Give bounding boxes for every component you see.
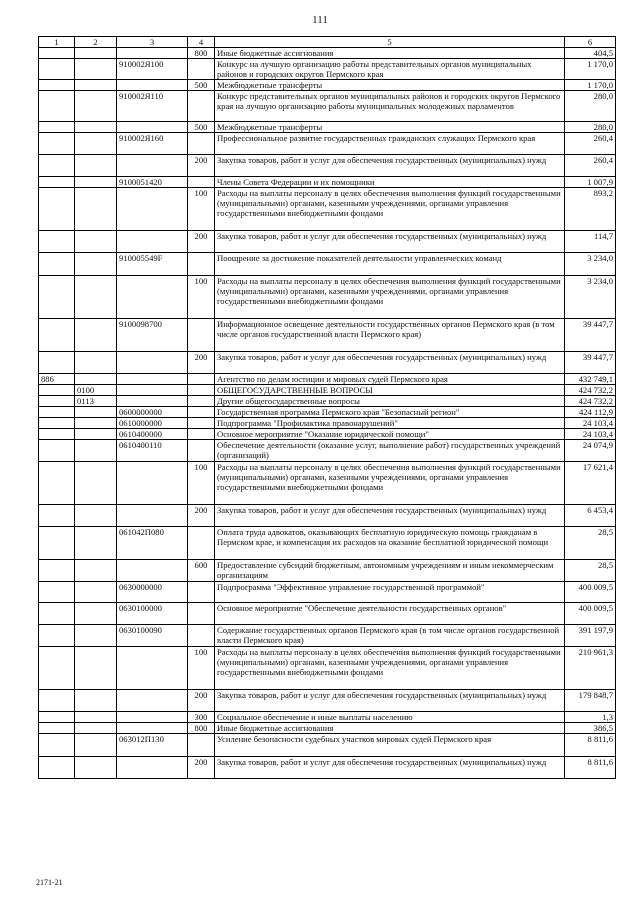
section-code-cell	[75, 374, 117, 385]
ministry-code-cell	[39, 177, 75, 188]
table-row	[39, 231, 616, 253]
description-cell: Подпрограмма "Эффективное управление государственной программой"	[215, 582, 565, 603]
target-article-cell	[117, 757, 188, 779]
expense-type-cell	[188, 407, 215, 418]
expense-type-cell	[188, 429, 215, 440]
description-cell: Расходы на выплаты персоналу в целях обеспечения выполнения функций государственными (муниципальными) органами, казенными учреждениями, органами управления государственными внебюджетными фондами	[215, 462, 565, 505]
description-cell: Закупка товаров, работ и услуг для обеспечения государственных (муниципальных) нужд	[215, 231, 565, 253]
section-code-cell	[75, 723, 117, 734]
description-cell: Оплата труда адвокатов, оказывающих бесплатную юридическую помощь гражданам в Пермском крае, и компенсация их расходов на оказание бесплатной юридической помощи	[215, 527, 565, 560]
ministry-code-cell	[39, 647, 75, 690]
expense-type-cell	[188, 734, 215, 757]
expense-type-cell	[188, 385, 215, 396]
section-code-cell	[75, 177, 117, 188]
target-article-cell	[117, 560, 188, 582]
amount-cell: 8 811,6	[565, 757, 616, 779]
section-code-cell	[75, 122, 117, 133]
amount-cell: 24 074,9	[565, 440, 616, 462]
table-row	[39, 80, 616, 91]
target-article-cell	[117, 122, 188, 133]
ministry-code-cell	[39, 80, 75, 91]
expense-type-cell	[188, 177, 215, 188]
expense-type-cell	[188, 418, 215, 429]
table-row	[39, 647, 616, 690]
table-row	[39, 582, 616, 603]
description-cell: Иные бюджетные ассигнования	[215, 723, 565, 734]
expense-type-cell	[188, 91, 215, 122]
section-code-cell	[75, 734, 117, 757]
ministry-code-cell	[39, 582, 75, 603]
description-cell: Агентство по делам юстиции и мировых судей Пермского края	[215, 374, 565, 385]
expense-type-cell: 300	[188, 712, 215, 723]
section-code-cell	[75, 418, 117, 429]
description-cell: Конкурс на лучшую организацию работы представительных органов муниципальных районов и городских округов Пермского края	[215, 59, 565, 80]
target-article-cell	[117, 231, 188, 253]
section-code-cell	[75, 429, 117, 440]
target-article-cell	[117, 155, 188, 177]
table-row	[39, 374, 616, 385]
expense-type-cell: 100	[188, 647, 215, 690]
section-code-cell	[75, 560, 117, 582]
amount-cell: 400 009,5	[565, 582, 616, 603]
amount-cell: 17 621,4	[565, 462, 616, 505]
expense-type-cell	[188, 396, 215, 407]
target-article-cell	[117, 276, 188, 319]
document-code: 2171-21	[36, 878, 63, 887]
table-row	[39, 625, 616, 647]
expense-type-cell: 200	[188, 155, 215, 177]
section-code-cell	[75, 91, 117, 122]
target-article-cell: 0600000000	[117, 407, 188, 418]
description-cell: ОБЩЕГОСУДАРСТВЕННЫЕ ВОПРОСЫ	[215, 385, 565, 396]
section-code-cell	[75, 319, 117, 352]
amount-cell: 424 732,2	[565, 385, 616, 396]
amount-cell: 1 170,0	[565, 59, 616, 80]
expense-type-cell: 200	[188, 757, 215, 779]
table-row	[39, 91, 616, 122]
budget-table	[38, 36, 616, 779]
target-article-cell	[117, 462, 188, 505]
header-cell: 1	[39, 37, 75, 48]
section-code-cell	[75, 276, 117, 319]
header-cell: 5	[215, 37, 565, 48]
ministry-code-cell	[39, 603, 75, 625]
ministry-code-cell	[39, 155, 75, 177]
section-code-cell	[75, 253, 117, 276]
description-cell: Основное мероприятие "Оказание юридической помощи"	[215, 429, 565, 440]
ministry-code-cell	[39, 527, 75, 560]
amount-cell: 280,0	[565, 122, 616, 133]
ministry-code-cell	[39, 625, 75, 647]
target-article-cell: 063012П130	[117, 734, 188, 757]
table-row	[39, 462, 616, 505]
amount-cell: 260,4	[565, 155, 616, 177]
target-article-cell	[117, 690, 188, 712]
section-code-cell	[75, 59, 117, 80]
expense-type-cell	[188, 440, 215, 462]
amount-cell: 893,2	[565, 188, 616, 231]
description-cell: Основное мероприятие "Обеспечение деятельности государственных органов"	[215, 603, 565, 625]
ministry-code-cell	[39, 462, 75, 505]
description-cell: Предоставление субсидий бюджетным, автономным учреждениям и иным некоммерческим организациям	[215, 560, 565, 582]
amount-cell: 8 811,6	[565, 734, 616, 757]
expense-type-cell: 200	[188, 505, 215, 527]
target-article-cell	[117, 647, 188, 690]
expense-type-cell	[188, 625, 215, 647]
section-code-cell	[75, 188, 117, 231]
table-row	[39, 734, 616, 757]
amount-cell: 1,3	[565, 712, 616, 723]
table-row	[39, 560, 616, 582]
amount-cell: 404,5	[565, 48, 616, 59]
ministry-code-cell	[39, 59, 75, 80]
target-article-cell: 0610400000	[117, 429, 188, 440]
description-cell: Усиление безопасности судебных участков мировых судей Пермского края	[215, 734, 565, 757]
ministry-code-cell	[39, 505, 75, 527]
section-code-cell: 0113	[75, 396, 117, 407]
ministry-code-cell	[39, 91, 75, 122]
section-code-cell	[75, 231, 117, 253]
expense-type-cell	[188, 59, 215, 80]
amount-cell: 424 732,2	[565, 396, 616, 407]
target-article-cell: 910002Я100	[117, 59, 188, 80]
amount-cell: 28,5	[565, 527, 616, 560]
target-article-cell	[117, 188, 188, 231]
section-code-cell	[75, 440, 117, 462]
ministry-code-cell	[39, 429, 75, 440]
amount-cell: 179 848,7	[565, 690, 616, 712]
description-cell: Иные бюджетные ассигнования	[215, 48, 565, 59]
table-row	[39, 418, 616, 429]
table-row	[39, 723, 616, 734]
expense-type-cell: 800	[188, 723, 215, 734]
amount-cell: 24 103,4	[565, 429, 616, 440]
table-row	[39, 440, 616, 462]
target-article-cell	[117, 385, 188, 396]
header-cell: 3	[117, 37, 188, 48]
section-code-cell	[75, 48, 117, 59]
ministry-code-cell	[39, 690, 75, 712]
table-row	[39, 407, 616, 418]
amount-cell: 400 009,5	[565, 603, 616, 625]
page-number: 111	[312, 14, 328, 26]
section-code-cell	[75, 603, 117, 625]
amount-cell: 28,5	[565, 560, 616, 582]
table-row	[39, 253, 616, 276]
section-code-cell	[75, 712, 117, 723]
target-article-cell	[117, 505, 188, 527]
ministry-code-cell	[39, 231, 75, 253]
table-row	[39, 276, 616, 319]
section-code-cell	[75, 155, 117, 177]
amount-cell: 3 234,0	[565, 276, 616, 319]
description-cell: Межбюджетные трансферты	[215, 122, 565, 133]
description-cell: Расходы на выплаты персоналу в целях обеспечения выполнения функций государственными (муниципальными) органами, казенными учреждениями, органами управления государственными внебюджетными фондами	[215, 188, 565, 231]
table-row	[39, 319, 616, 352]
amount-cell: 424 112,9	[565, 407, 616, 418]
target-article-cell	[117, 712, 188, 723]
table-row	[39, 429, 616, 440]
table-row	[39, 690, 616, 712]
description-cell: Социальное обеспечение и иные выплаты населению	[215, 712, 565, 723]
expense-type-cell: 500	[188, 122, 215, 133]
header-cell: 4	[188, 37, 215, 48]
expense-type-cell: 200	[188, 352, 215, 374]
ministry-code-cell	[39, 188, 75, 231]
table-row	[39, 59, 616, 80]
expense-type-cell	[188, 603, 215, 625]
ministry-code-cell	[39, 418, 75, 429]
target-article-cell	[117, 374, 188, 385]
target-article-cell	[117, 723, 188, 734]
ministry-code-cell	[39, 440, 75, 462]
description-cell: Закупка товаров, работ и услуг для обеспечения государственных (муниципальных) нужд	[215, 505, 565, 527]
ministry-code-cell	[39, 352, 75, 374]
ministry-code-cell	[39, 734, 75, 757]
description-cell: Профессиональное развитие государственных гражданских служащих Пермского края	[215, 133, 565, 155]
target-article-cell: 910005549F	[117, 253, 188, 276]
expense-type-cell: 100	[188, 276, 215, 319]
expense-type-cell	[188, 374, 215, 385]
section-code-cell	[75, 80, 117, 91]
table-row	[39, 122, 616, 133]
amount-cell: 39 447,7	[565, 352, 616, 374]
section-code-cell	[75, 527, 117, 560]
amount-cell: 24 103,4	[565, 418, 616, 429]
table-row	[39, 352, 616, 374]
target-article-cell: 0610400110	[117, 440, 188, 462]
target-article-cell: 910002Я110	[117, 91, 188, 122]
table-row	[39, 757, 616, 779]
expense-type-cell: 600	[188, 560, 215, 582]
target-article-cell	[117, 80, 188, 91]
description-cell: Закупка товаров, работ и услуг для обеспечения государственных (муниципальных) нужд	[215, 690, 565, 712]
ministry-code-cell	[39, 253, 75, 276]
section-code-cell	[75, 505, 117, 527]
target-article-cell	[117, 396, 188, 407]
description-cell: Информационное освещение деятельности государственных органов Пермского края (в том числе органов государственной власти Пермского края)	[215, 319, 565, 352]
table-row	[39, 188, 616, 231]
expense-type-cell: 100	[188, 462, 215, 505]
ministry-code-cell	[39, 396, 75, 407]
amount-cell: 280,0	[565, 91, 616, 122]
target-article-cell: 9100098700	[117, 319, 188, 352]
description-cell: Закупка товаров, работ и услуг для обеспечения государственных (муниципальных) нужд	[215, 352, 565, 374]
section-code-cell	[75, 407, 117, 418]
target-article-cell: 0630100000	[117, 603, 188, 625]
ministry-code-cell	[39, 723, 75, 734]
ministry-code-cell	[39, 385, 75, 396]
target-article-cell: 0630000000	[117, 582, 188, 603]
ministry-code-cell	[39, 712, 75, 723]
table-row	[39, 177, 616, 188]
description-cell: Государственная программа Пермского края "Безопасный регион"	[215, 407, 565, 418]
expense-type-cell: 200	[188, 231, 215, 253]
section-code-cell	[75, 462, 117, 505]
section-code-cell	[75, 690, 117, 712]
expense-type-cell	[188, 253, 215, 276]
expense-type-cell	[188, 133, 215, 155]
description-cell: Межбюджетные трансферты	[215, 80, 565, 91]
target-article-cell: 0630100090	[117, 625, 188, 647]
header-cell: 2	[75, 37, 117, 48]
description-cell: Обеспечение деятельности (оказание услуг, выполнение работ) государственных учреждений (организаций)	[215, 440, 565, 462]
section-code-cell	[75, 133, 117, 155]
description-cell: Подпрограмма "Профилактика правонарушений"	[215, 418, 565, 429]
target-article-cell: 9100051420	[117, 177, 188, 188]
description-cell: Закупка товаров, работ и услуг для обеспечения государственных (муниципальных) нужд	[215, 757, 565, 779]
table-row	[39, 505, 616, 527]
amount-cell: 260,4	[565, 133, 616, 155]
table-row	[39, 527, 616, 560]
target-article-cell: 061042П080	[117, 527, 188, 560]
expense-type-cell	[188, 319, 215, 352]
description-cell: Расходы на выплаты персоналу в целях обеспечения выполнения функций государственными (муниципальными) органами, казенными учреждениями, органами управления государственными внебюджетными фондами	[215, 647, 565, 690]
target-article-cell	[117, 48, 188, 59]
ministry-code-cell	[39, 276, 75, 319]
ministry-code-cell	[39, 757, 75, 779]
amount-cell: 391 197,9	[565, 625, 616, 647]
target-article-cell: 910002Я160	[117, 133, 188, 155]
table-row	[39, 133, 616, 155]
description-cell: Поощрение за достижение показателей деятельности управленческих команд	[215, 253, 565, 276]
expense-type-cell: 100	[188, 188, 215, 231]
table-row	[39, 385, 616, 396]
section-code-cell	[75, 352, 117, 374]
ministry-code-cell	[39, 319, 75, 352]
amount-cell: 6 453,4	[565, 505, 616, 527]
table-row	[39, 155, 616, 177]
expense-type-cell: 200	[188, 690, 215, 712]
expense-type-cell: 800	[188, 48, 215, 59]
description-cell: Другие общегосударственные вопросы	[215, 396, 565, 407]
ministry-code-cell	[39, 48, 75, 59]
target-article-cell: 0610000000	[117, 418, 188, 429]
section-code-cell	[75, 625, 117, 647]
section-code-cell: 0100	[75, 385, 117, 396]
table-row	[39, 48, 616, 59]
header-cell: 6	[565, 37, 616, 48]
amount-cell: 3 234,0	[565, 253, 616, 276]
description-cell: Члены Совета Федерации и их помощники	[215, 177, 565, 188]
expense-type-cell	[188, 527, 215, 560]
description-cell: Закупка товаров, работ и услуг для обеспечения государственных (муниципальных) нужд	[215, 155, 565, 177]
ministry-code-cell	[39, 560, 75, 582]
ministry-code-cell	[39, 122, 75, 133]
ministry-code-cell: 886	[39, 374, 75, 385]
section-code-cell	[75, 757, 117, 779]
table-header-row	[39, 37, 616, 48]
table-row	[39, 603, 616, 625]
amount-cell: 39 447,7	[565, 319, 616, 352]
amount-cell: 210 961,3	[565, 647, 616, 690]
table-row	[39, 396, 616, 407]
amount-cell: 1 170,0	[565, 80, 616, 91]
amount-cell: 386,5	[565, 723, 616, 734]
description-cell: Конкурс представительных органов муниципальных районов и городских округов Пермского края на лучшую организацию работы муниципальных молодежных парламентов	[215, 91, 565, 122]
amount-cell: 114,7	[565, 231, 616, 253]
target-article-cell	[117, 352, 188, 374]
section-code-cell	[75, 582, 117, 603]
description-cell: Расходы на выплаты персоналу в целях обеспечения выполнения функций государственными (муниципальными) органами, казенными учреждениями, органами управления государственными внебюджетными фондами	[215, 276, 565, 319]
section-code-cell	[75, 647, 117, 690]
ministry-code-cell	[39, 133, 75, 155]
expense-type-cell: 500	[188, 80, 215, 91]
ministry-code-cell	[39, 407, 75, 418]
amount-cell: 432 749,1	[565, 374, 616, 385]
expense-type-cell	[188, 582, 215, 603]
description-cell: Содержание государственных органов Пермского края (в том числе органов государственной власти Пермского края)	[215, 625, 565, 647]
amount-cell: 1 007,9	[565, 177, 616, 188]
table-row	[39, 712, 616, 723]
